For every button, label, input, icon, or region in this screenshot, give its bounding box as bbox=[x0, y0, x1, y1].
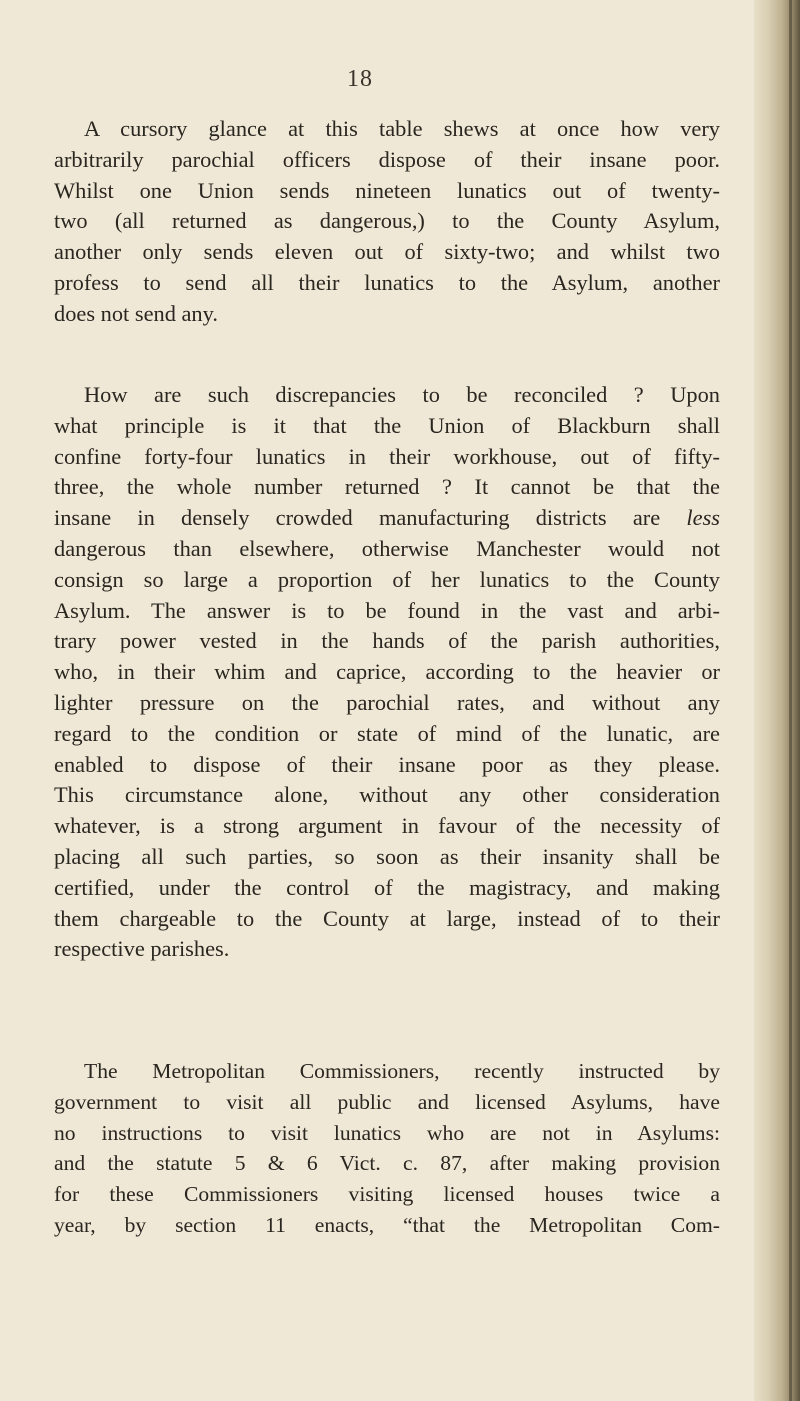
paragraph-line: does not send any. bbox=[54, 300, 218, 326]
paragraph-line: placing all such parties, so soon as their insanity shall be bbox=[54, 843, 720, 869]
paragraph-2 bbox=[54, 380, 720, 965]
paragraph-line: How are such discrepancies to be reconciled ? Upon bbox=[84, 382, 720, 407]
paragraph-line: dangerous than elsewhere, otherwise Manchester would not bbox=[54, 535, 720, 561]
paragraph-line: two (all returned as dangerous,) to the County Asylum, bbox=[54, 208, 720, 234]
paragraph-line: certified, under the control of the magistracy, and making bbox=[54, 874, 720, 900]
paragraph-line: Whilst one Union sends nineteen lunatics out of twenty- bbox=[54, 177, 720, 203]
paragraph-line: enabled to dispose of their insane poor as they please. bbox=[54, 751, 720, 777]
paragraph-line: respective parishes. bbox=[54, 936, 230, 962]
page-number: 18 bbox=[347, 66, 373, 92]
paragraph-line: A cursory glance at this table shews at once how very bbox=[84, 116, 720, 141]
paragraph-line: trary power vested in the hands of the parish authorities, bbox=[54, 628, 720, 654]
page-edge-shadow bbox=[754, 0, 800, 1401]
paragraph-line: insane in densely crowded manufacturing districts are less bbox=[54, 505, 720, 531]
paragraph-line: government to visit all public and licensed Asylums, have bbox=[54, 1089, 720, 1114]
paragraph-1 bbox=[54, 114, 720, 330]
paragraph-3 bbox=[54, 1056, 720, 1241]
paragraph-line: three, the whole number returned ? It cannot be that the bbox=[54, 474, 720, 500]
paragraph-line: consign so large a proportion of her lunatics to the County bbox=[54, 566, 720, 592]
paragraph-line: lighter pressure on the parochial rates, and without any bbox=[54, 689, 720, 715]
paragraph-line: who, in their whim and caprice, according to the heavier or bbox=[54, 659, 720, 685]
paragraph-line: Asylum. The answer is to be found in the vast and arbi- bbox=[54, 597, 720, 623]
paragraph-line: no instructions to visit lunatics who are not in Asylums: bbox=[54, 1120, 720, 1145]
paragraph-line: arbitrarily parochial officers dispose of their insane poor. bbox=[54, 146, 720, 172]
paragraph-line: and the statute 5 & 6 Vict. c. 87, after making provision bbox=[54, 1151, 720, 1176]
paragraph-line: another only sends eleven out of sixty-two; and whilst two bbox=[54, 239, 720, 265]
paragraph-line: for these Commissioners visiting licensed houses twice a bbox=[54, 1182, 720, 1207]
binding-line bbox=[789, 0, 792, 1401]
paragraph-line: whatever, is a strong argument in favour of the necessity of bbox=[54, 813, 720, 839]
paragraph-line: year, by section 11 enacts, “that the Metropolitan Com- bbox=[54, 1212, 720, 1237]
paragraph-line: This circumstance alone, without any other consideration bbox=[54, 782, 720, 808]
paragraph-line: The Metropolitan Commissioners, recently instructed by bbox=[84, 1059, 720, 1083]
paragraph-line: confine forty-four lunatics in their workhouse, out of fifty- bbox=[54, 443, 720, 469]
paragraph-line: regard to the condition or state of mind of the lunatic, are bbox=[54, 720, 720, 746]
paragraph-line: them chargeable to the County at large, instead of to their bbox=[54, 905, 720, 931]
paragraph-line: profess to send all their lunatics to the Asylum, another bbox=[54, 269, 720, 295]
emphasis-less: less bbox=[686, 505, 720, 531]
paragraph-line: what principle is it that the Union of Blackburn shall bbox=[54, 412, 720, 438]
